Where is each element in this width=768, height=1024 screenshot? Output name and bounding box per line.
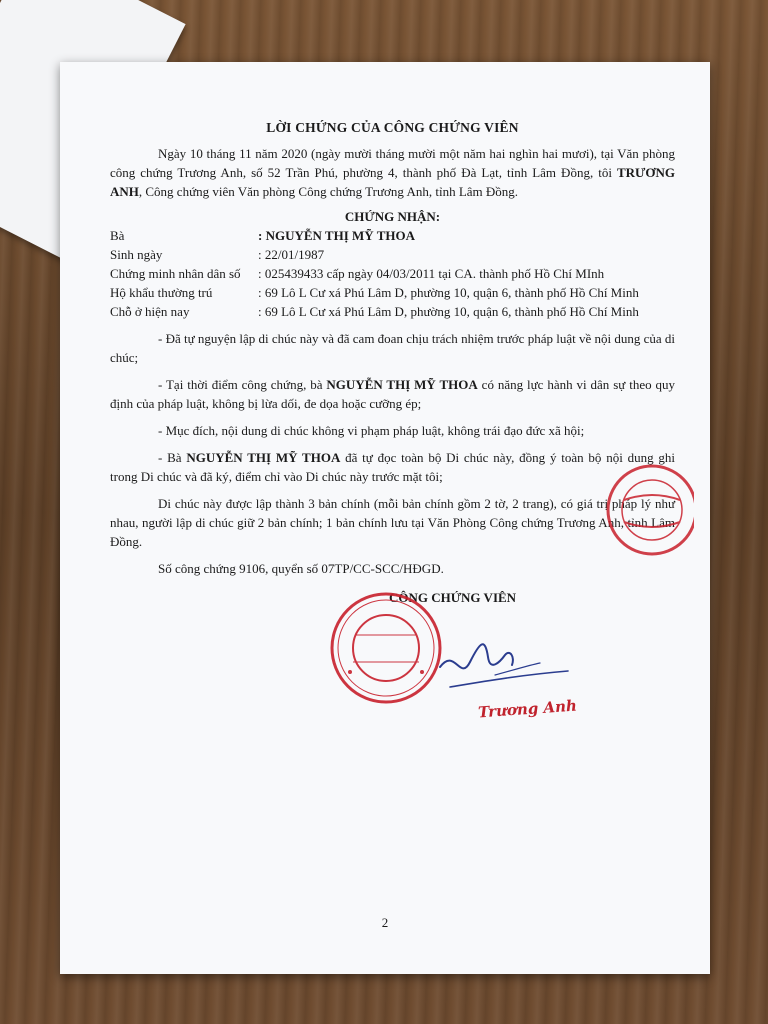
capacity-name: NGUYỄN THỊ MỸ THOA: [326, 377, 478, 392]
info-row-id-number: [110, 264, 675, 283]
document-page: [60, 62, 710, 974]
info-row-birthdate: [110, 245, 675, 264]
signer-name: Trương Anh: [477, 696, 578, 722]
signed-post: đã tự đọc toàn bộ Di chúc này, đồng ý toàn bộ nội dung ghi trong Di chúc và đã ký, điểm chỉ vào Di chúc này trước mặt tôi;: [110, 450, 675, 484]
signed-pre: - Bà: [158, 450, 187, 465]
info-label: Hộ khẩu thường trú: [110, 285, 213, 300]
capacity-pre: - Tại thời điểm công chứng, bà: [158, 377, 327, 392]
info-row-permanent-address: [110, 283, 675, 302]
certification-item-signed: [110, 448, 675, 486]
margin-stamp-icon: [594, 450, 694, 570]
document-title: LỜI CHỨNG CỦA CÔNG CHỨNG VIÊN: [266, 120, 519, 135]
info-label: Sinh ngày: [110, 247, 163, 262]
signed-name: NGUYỄN THỊ MỸ THOA: [186, 450, 341, 465]
signature-title: CÔNG CHỨNG VIÊN: [388, 590, 517, 605]
info-label: Chỗ ở hiện nay: [110, 304, 190, 319]
info-label: Bà: [110, 228, 125, 243]
intro-text: Ngày 10 tháng 11 năm 2020 (ngày mười tháng mười một năm hai nghìn hai mươi), tại Văn phòng công chứng Trương Anh, số 52 Trần Phú, phường 4, thành phố Đà Lạt, tỉnh Lâm Đồng, tôi: [110, 146, 675, 180]
copies-paragraph: Di chúc này được lập thành 3 bản chính (mỗi bản chính gồm 2 tờ, 2 trang), có giá trị pháp lý như nhau, người lập di chúc giữ 2 bản chính; 1 bản chính lưu tại Văn Phòng Công chứng Trương Anh, tỉnh Lâm Đồng.: [110, 496, 675, 549]
info-row-current-address: [110, 302, 675, 321]
page-number: 2: [381, 915, 389, 930]
document-content: [110, 118, 675, 620]
capacity-post: có năng lực hành vi dân sự theo quy định của pháp luật, không bị lừa dối, đe dọa hoặc cưỡng ép;: [110, 377, 675, 411]
info-value: : 22/01/1987: [258, 247, 325, 262]
info-value: : NGUYỄN THỊ MỸ THOA: [258, 228, 415, 243]
notary-number: Số công chứng 9106, quyển số 07TP/CC-SCC/HĐGD.: [158, 561, 444, 576]
info-value: : 69 Lô L Cư xá Phú Lâm D, phường 10, quận 6, thành phố Hồ Chí Minh: [258, 285, 639, 300]
info-value: : 69 Lô L Cư xá Phú Lâm D, phường 10, quận 6, thành phố Hồ Chí Minh: [258, 304, 639, 319]
certification-item-legality: - Mục đích, nội dung di chúc không vi phạm pháp luật, không trái đạo đức xã hội;: [158, 423, 585, 438]
intro-end-text: , Công chứng viên Văn phòng Công chứng Trương Anh, tỉnh Lâm Đồng.: [138, 184, 519, 199]
notary-name: TRƯƠNG ANH: [110, 165, 675, 199]
certification-heading: CHỨNG NHẬN:: [344, 209, 441, 224]
intro-paragraph: [110, 144, 675, 201]
info-label: Chứng minh nhân dân số: [110, 266, 241, 281]
testator-info: [110, 226, 675, 321]
certification-item-voluntary: - Đã tự nguyện lập di chúc này và đã cam đoan chịu trách nhiệm trước pháp luật về nội dung của di chúc;: [110, 331, 675, 365]
certification-item-capacity: [110, 375, 675, 413]
info-row-name: [110, 226, 675, 245]
info-value: : 025439433 cấp ngày 04/03/2011 tại CA. thành phố Hồ Chí MInh: [258, 266, 605, 281]
handwritten-signature-icon: [420, 627, 570, 697]
